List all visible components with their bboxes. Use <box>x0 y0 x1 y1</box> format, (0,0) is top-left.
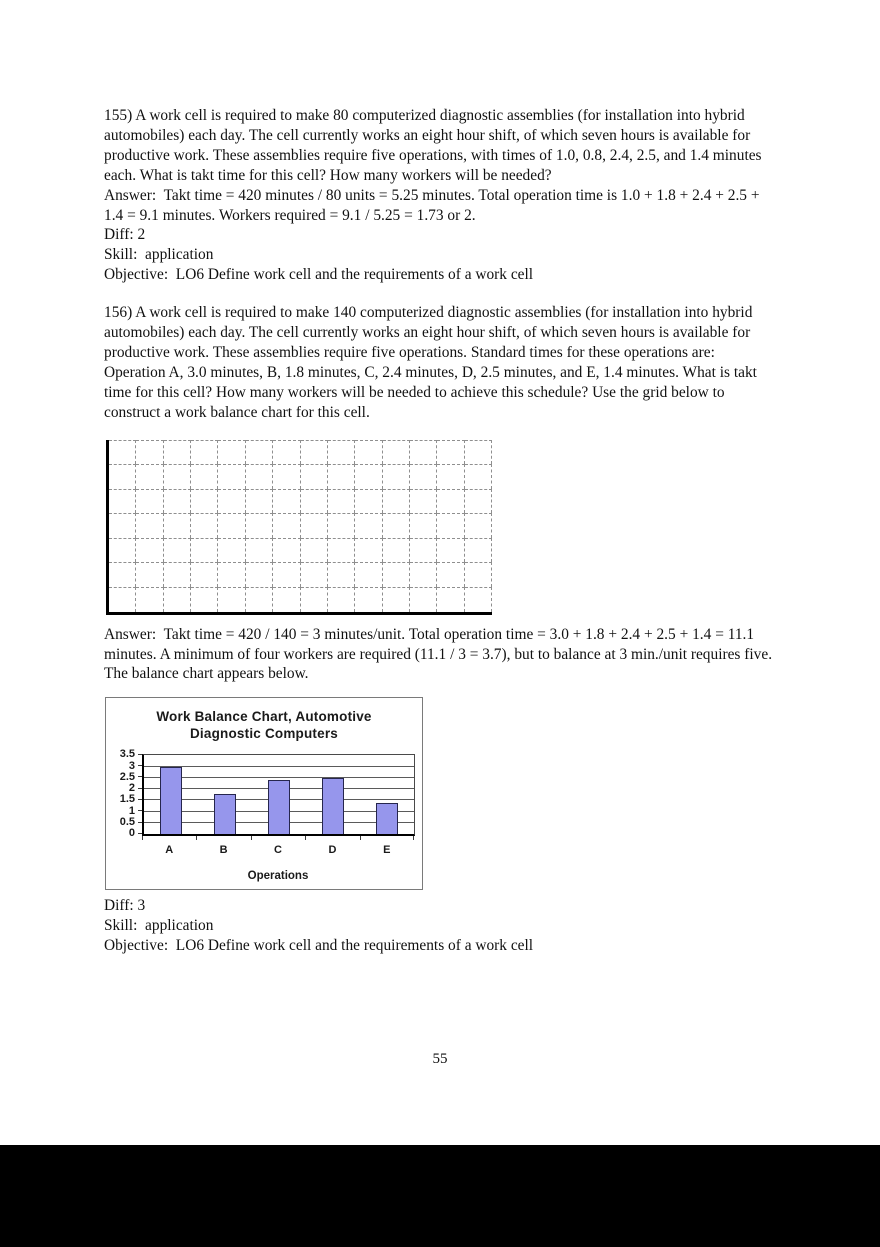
chart-title-line-1: Work Balance Chart, Automotive <box>156 709 372 725</box>
y-tick-label: 2 <box>128 782 135 795</box>
y-tick-label: 1.5 <box>119 793 135 806</box>
page-content <box>104 0 780 956</box>
grid-cell <box>164 489 191 514</box>
grid-cell <box>273 440 300 465</box>
grid-cell <box>383 464 410 489</box>
grid-cell <box>273 538 300 563</box>
chart-plot-wrap <box>142 754 415 887</box>
grid-cell <box>109 440 136 465</box>
grid-cell <box>437 440 464 465</box>
grid-cell <box>465 464 492 489</box>
grid-cell <box>355 489 382 514</box>
grid-cell <box>410 562 437 587</box>
grid-cell <box>437 562 464 587</box>
grid-cell <box>328 587 355 612</box>
y-tick-label: 3.5 <box>119 748 135 761</box>
grid-cell <box>218 489 245 514</box>
y-tick-label: 0.5 <box>119 816 135 829</box>
grid-cell <box>109 489 136 514</box>
grid-cell <box>218 464 245 489</box>
grid-cell <box>328 538 355 563</box>
page-number: 55 <box>432 1051 448 1067</box>
question-156-skill: Skill: application <box>104 917 214 935</box>
grid-cell <box>465 538 492 563</box>
grid-cell <box>164 464 191 489</box>
grid-cell <box>109 562 136 587</box>
grid-cell <box>246 587 273 612</box>
question-156-text: 156) A work cell is required to make 140 computerized diagnostic assemblies (for installation into hybrid automobiles) each day. The cell currently works an eight hour shift, of which seven hours is available for productive work. These assemblies require five operations. Standard times for these operations are: Operation A, 3.0 minutes, B, 1.8 minutes, C, 2.4 minutes, D, 2.5 minutes, and E, 1.4 minutes. What is takt time for this cell? How many workers will be needed to achieve this schedule? Use the grid below to construct a work balance chart for this cell. <box>104 304 757 421</box>
chart-gridline <box>144 766 414 767</box>
grid-cell <box>410 513 437 538</box>
grid-cell <box>109 513 136 538</box>
grid-cell <box>218 513 245 538</box>
chart-body <box>112 748 422 887</box>
x-tick-mark <box>360 836 361 840</box>
grid-cell <box>355 464 382 489</box>
chart-y-axis-labels <box>112 748 142 840</box>
x-category-label: B <box>219 844 228 857</box>
x-category-label: C <box>274 844 282 857</box>
bar-E <box>376 803 398 835</box>
x-category-label: E <box>383 844 391 857</box>
grid-cell <box>136 587 163 612</box>
grid-cell <box>437 513 464 538</box>
footer-black-bar <box>0 1145 880 1247</box>
grid-cell <box>191 464 218 489</box>
x-tick-mark <box>413 836 414 840</box>
grid-cell <box>136 538 163 563</box>
chart-x-axis-labels <box>142 841 414 861</box>
bar-A <box>160 767 182 835</box>
grid-cell <box>164 440 191 465</box>
grid-cell <box>465 513 492 538</box>
chart-gridline <box>144 777 414 778</box>
grid-cell <box>218 538 245 563</box>
grid-cell <box>191 562 218 587</box>
grid-cell <box>136 489 163 514</box>
grid-cell <box>410 440 437 465</box>
grid-cell <box>164 562 191 587</box>
question-156-answer: Answer: Takt time = 420 / 140 = 3 minutes/unit. Total operation time = 3.0 + 1.8 + 2.4 + 2.5 + 1.4 = 11.1 minutes. A minimum of four workers are required (11.1 / 3 = 3.7), but to balance at 3 min./unit requires five. The balance chart appears below. <box>104 625 776 683</box>
question-156-diff: Diff: 3 <box>104 897 146 915</box>
question-155-diff: Diff: 2 <box>104 226 146 244</box>
y-tick-label: 3 <box>128 759 135 772</box>
grid-cell <box>191 513 218 538</box>
grid-cell <box>410 464 437 489</box>
grid-cell <box>301 538 328 563</box>
grid-cell <box>273 489 300 514</box>
grid-cell <box>246 538 273 563</box>
grid-cell <box>410 587 437 612</box>
grid-cell <box>301 513 328 538</box>
x-tick-mark <box>196 836 197 840</box>
grid-cell <box>109 464 136 489</box>
grid-cell <box>328 513 355 538</box>
grid-cell <box>437 538 464 563</box>
grid-cell <box>109 538 136 563</box>
x-tick-mark <box>251 836 252 840</box>
grid-cell <box>191 489 218 514</box>
bar-C <box>268 780 290 834</box>
grid-cell <box>328 489 355 514</box>
grid-cell <box>437 464 464 489</box>
grid-cell <box>164 587 191 612</box>
grid-cell <box>301 440 328 465</box>
grid-cell <box>136 464 163 489</box>
grid-cell <box>383 489 410 514</box>
grid-cell <box>246 440 273 465</box>
grid-cell <box>328 464 355 489</box>
y-tick-label: 2.5 <box>119 770 135 783</box>
grid-cell <box>465 587 492 612</box>
question-155-answer: Answer: Takt time = 420 minutes / 80 units = 5.25 minutes. Total operation time is 1.0 + 1.8 + 2.4 + 2.5 + 1.4 = 9.1 minutes. Workers required = 9.1 / 5.25 = 1.73 or 2. <box>104 186 764 224</box>
grid-cell <box>328 562 355 587</box>
grid-cell <box>191 587 218 612</box>
grid-cell <box>301 587 328 612</box>
x-tick-mark <box>305 836 306 840</box>
grid-cell <box>164 513 191 538</box>
grid-cell <box>246 464 273 489</box>
grid-cell <box>465 489 492 514</box>
grid-cell <box>465 440 492 465</box>
grid-cell <box>246 562 273 587</box>
chart-title-line-2: Diagnostic Computers <box>189 726 339 742</box>
grid-cell <box>355 587 382 612</box>
grid-cell <box>164 538 191 563</box>
grid-cell <box>383 538 410 563</box>
x-category-label: A <box>165 844 174 857</box>
grid-cell <box>355 440 382 465</box>
question-156-objective: Objective: LO6 Define work cell and the requirements of a work cell <box>104 937 534 955</box>
x-category-label: D <box>328 844 337 857</box>
grid-cell <box>437 587 464 612</box>
grid-cell <box>328 440 355 465</box>
y-tick-label: 1 <box>128 804 135 817</box>
bar-B <box>214 794 236 835</box>
grid-cell <box>301 464 328 489</box>
grid-cell <box>136 513 163 538</box>
question-155-objective: Objective: LO6 Define work cell and the requirements of a work cell <box>104 266 534 284</box>
grid-cell <box>218 440 245 465</box>
chart-x-axis-title: Operations <box>247 870 309 883</box>
grid-cell <box>136 562 163 587</box>
question-155-text: 155) A work cell is required to make 80 computerized diagnostic assemblies (for installation into hybrid automobiles) each day. The cell currently works an eight hour shift, of which seven hours is available for productive work. These assemblies require five operations, with times of 1.0, 0.8, 2.4, 2.5, and 1.4 minutes each. What is takt time for this cell? How many workers will be needed? <box>104 107 762 184</box>
bar-D <box>322 778 344 834</box>
grid-cell <box>383 587 410 612</box>
grid-cell <box>218 562 245 587</box>
grid-cell <box>246 513 273 538</box>
grid-cell <box>273 562 300 587</box>
grid-cell <box>273 587 300 612</box>
grid-cell <box>355 562 382 587</box>
grid-cell <box>191 440 218 465</box>
work-balance-chart <box>105 697 423 890</box>
grid-cell <box>273 464 300 489</box>
grid-cell <box>301 562 328 587</box>
grid-cell <box>191 538 218 563</box>
grid-cell <box>383 562 410 587</box>
chart-x-axis-ticks <box>142 836 414 840</box>
grid-cell <box>273 513 300 538</box>
grid-cell <box>355 538 382 563</box>
blank-work-balance-grid <box>106 440 492 615</box>
grid-cell <box>437 489 464 514</box>
grid-cell <box>301 489 328 514</box>
question-155-skill: Skill: application <box>104 246 214 264</box>
grid-cell <box>218 587 245 612</box>
grid-cell <box>410 538 437 563</box>
grid-cell <box>465 562 492 587</box>
grid-cell <box>355 513 382 538</box>
chart-title <box>106 708 422 742</box>
y-tick-label: 0 <box>128 827 135 840</box>
grid-cell <box>136 440 163 465</box>
grid-cell <box>246 489 273 514</box>
grid-cell <box>109 587 136 612</box>
x-tick-mark <box>142 836 143 840</box>
grid-cell <box>410 489 437 514</box>
chart-plot-area <box>142 754 415 836</box>
grid-cell <box>383 513 410 538</box>
grid-cell <box>383 440 410 465</box>
